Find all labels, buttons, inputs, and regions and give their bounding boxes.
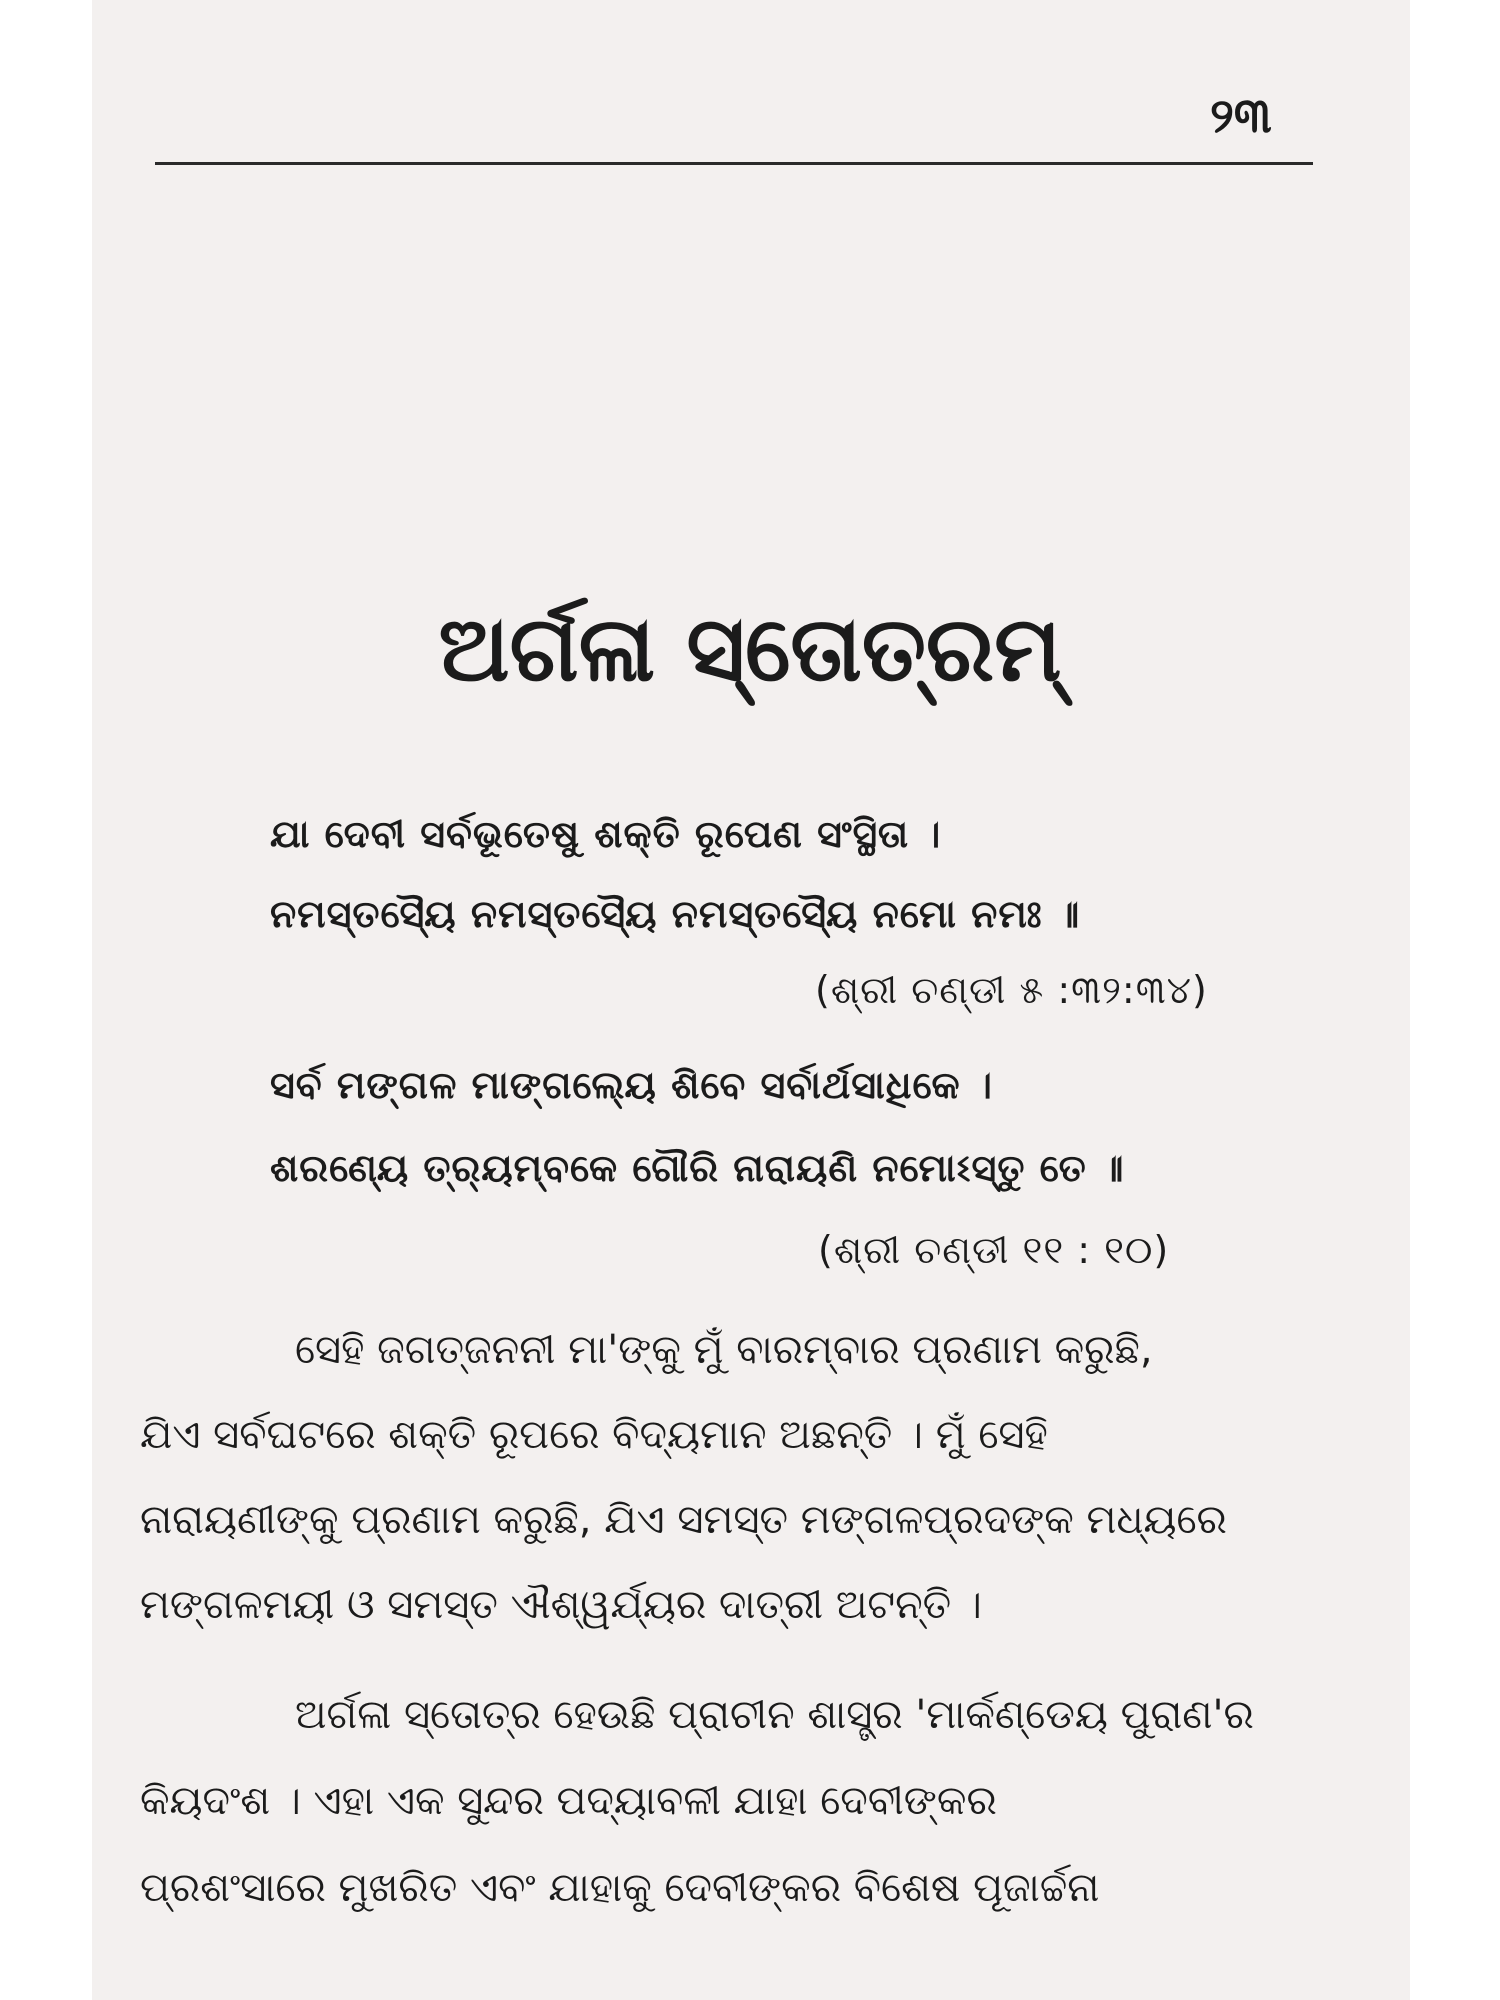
header-rule xyxy=(155,162,1313,165)
page-title: ଅର୍ଗଳା ସ୍ତୋତ୍ରମ୍ xyxy=(438,597,1062,702)
paragraph-text: ଅର୍ଗଳା ସ୍ତୋତ୍ର ହେଉଛି ପ୍ରାଚୀନ ଶାସ୍ତ୍ର 'ମାର୍କଣ୍ଡେୟ ପୁରାଣ'ର xyxy=(295,1692,1254,1738)
paragraph-2-line-2 xyxy=(140,1778,1320,1824)
verse-2-reference: (ଶ୍ରୀ ଚଣ୍ଡୀ ୧୧ : ୧୦) xyxy=(818,1228,1170,1272)
verse-1-line-2: ନମସ୍ତସ୍ୟୈ ନମସ୍ତସ୍ୟୈ ନମସ୍ତସ୍ୟୈ ନମୋ ନମଃ ॥ xyxy=(270,892,1081,936)
paragraph-text: ସେହି ଜଗତ୍‌ଜନନୀ ମା'ଙ୍କୁ ମୁଁ ବାରମ୍ବାର ପ୍ରଣାମ କରୁଛି, xyxy=(295,1327,1153,1373)
paragraph-1-line-1 xyxy=(295,1327,1320,1373)
paragraph-1-line-3 xyxy=(140,1497,1320,1543)
paragraph-text: କିୟଦଂଶ । ଏହା ଏକ ସୁନ୍ଦର ପଦ୍ୟାବଳୀ ଯାହା ଦେବୀଙ୍କର xyxy=(140,1778,997,1824)
paragraph-2-line-3 xyxy=(140,1865,1320,1911)
paragraph-1-line-4 xyxy=(140,1582,1320,1628)
verse-1-line-1: ଯା ଦେବୀ ସର୍ବଭୂତେଷୁ ଶକ୍ତି ରୂପେଣ ସଂସ୍ଥିତା । xyxy=(270,812,942,856)
verse-2-line-2: ଶରଣ୍ୟେ ତ୍ର୍ୟମ୍ବକେ ଗୌରି ନାରାୟଣି ନମୋଽସ୍ତୁ ତେ ॥ xyxy=(270,1146,1125,1190)
paragraph-2-line-1 xyxy=(295,1692,1320,1738)
paragraph-text: ମଙ୍ଗଳମୟୀ ଓ ସମସ୍ତ ଐଶ୍ୱର୍ଯ୍ୟର ଦାତ୍ରୀ ଅଟନ୍ତି । xyxy=(140,1582,982,1628)
paragraph-text: ନାରାୟଣୀଙ୍କୁ ପ୍ରଣାମ କରୁଛି, ଯିଏ ସମସ୍ତ ମଙ୍ଗଳପ୍ରଦଙ୍କ ମଧ୍ୟରେ xyxy=(140,1497,1227,1543)
verse-2-line-1: ସର୍ବ ମଙ୍ଗଳ ମାଙ୍ଗଲ୍ୟେ ଶିବେ ସର୍ବାର୍ଥସାଧିକେ । xyxy=(270,1063,993,1107)
page-number: ୨୩ xyxy=(1210,88,1272,144)
paragraph-text: ପ୍ରଶଂସାରେ ମୁଖରିତ ଏବଂ ଯାହାକୁ ଦେବୀଙ୍କର ବିଶେଷ ପୂଜାର୍ଚ୍ଚନା xyxy=(140,1865,1100,1911)
paragraph-1-line-2 xyxy=(140,1412,1320,1458)
verse-1-reference: (ଶ୍ରୀ ଚଣ୍ଡୀ ୫ :୩୨:୩୪) xyxy=(815,968,1208,1012)
paragraph-text: ଯିଏ ସର୍ବଘଟରେ ଶକ୍ତି ରୂପରେ ବିଦ୍ୟମାନ ଅଛନ୍ତି । ମୁଁ ସେହି xyxy=(140,1412,1048,1458)
